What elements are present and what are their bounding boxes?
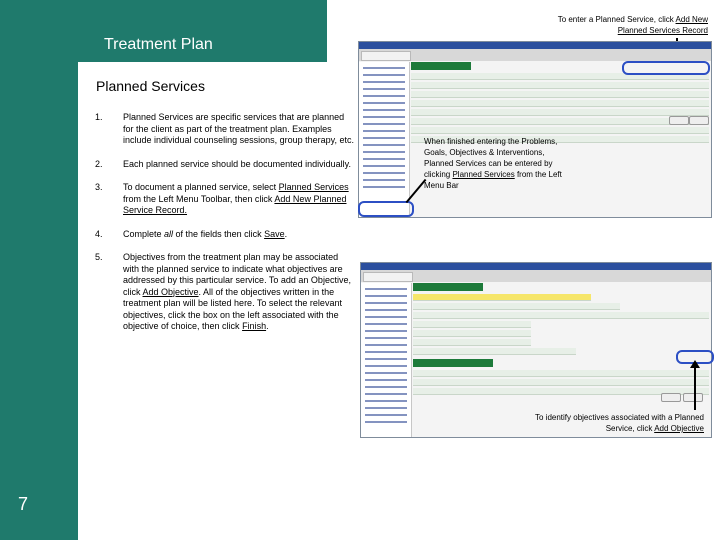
step-text-part: from the Left Menu Toolbar, then click: [123, 193, 275, 204]
step-text: Each planned service should be documented individually.: [123, 158, 351, 169]
save-link[interactable]: Save: [264, 228, 285, 239]
app-logo: [363, 272, 413, 282]
slide-title: Treatment Plan: [104, 36, 213, 53]
callout-text: To identify objectives associated with a Planned Service, click: [535, 413, 704, 433]
highlight-add-record: [622, 61, 710, 75]
step-1: [95, 112, 355, 147]
step-text-part: .: [284, 228, 288, 239]
step-number: 2.: [95, 158, 103, 169]
step-text-part: Complete: [123, 228, 165, 239]
highlight-planned-services-menu: [358, 201, 414, 217]
step-number: 1.: [95, 112, 103, 122]
step-text: [123, 229, 355, 241]
callout-bottom: [532, 412, 704, 434]
page-number: 7: [18, 494, 29, 514]
callout-text: When finished entering the Problems, Goals, Objectives & Interventions, Planned Services can be entered by clicking: [424, 137, 558, 179]
step-3: [95, 182, 355, 217]
step-number: 3.: [95, 182, 103, 192]
section-title: Planned Services: [96, 78, 205, 94]
app-logo: [361, 51, 411, 61]
planned-services-menu-link[interactable]: Planned Services: [452, 170, 515, 179]
step-5: [95, 252, 355, 333]
back-button[interactable]: [689, 116, 709, 125]
step-2: [95, 159, 355, 171]
step-text: [123, 252, 355, 333]
step-text-part: . All of the objectives written in the treatment plan will be listed here. To select the relevant objectives, click the box on the left associated with the objective of choice, then click: [123, 286, 342, 331]
step-number: 4.: [95, 228, 103, 239]
add-objective-link[interactable]: Add Objective: [142, 286, 199, 297]
step-emphasis: all: [164, 228, 174, 239]
steps-list: [95, 112, 355, 345]
save-button[interactable]: [661, 393, 681, 402]
add-objective-link[interactable]: Add Objective: [654, 424, 704, 433]
callout-top: [538, 14, 708, 36]
window-titlebar: [359, 42, 711, 49]
callout-middle: [424, 136, 576, 191]
window-titlebar: [361, 263, 711, 270]
app-toolbar: [359, 49, 711, 61]
step-text-part: Objectives from the treatment plan may be associated with the planned service to indicate what objectives are addressed by this particular service. To add an Objective, click: [123, 252, 351, 297]
arrow-bottom: [694, 364, 696, 410]
step-text-part: .: [266, 321, 269, 331]
callout-text: from the Left Menu Bar: [424, 170, 562, 190]
add-planned-service-link[interactable]: Add New Planned Service Record.: [123, 193, 347, 215]
step-text: Planned Services are specific services that are planned for the client as part of the treatment plan. Examples include individual counseling sessions, group therapy, etc.: [123, 112, 354, 145]
planned-services-link[interactable]: Planned Services: [278, 182, 349, 192]
step-number: 5.: [95, 252, 103, 262]
left-menu: [361, 283, 412, 437]
callout-text: To enter a Planned Service, click: [557, 15, 676, 24]
app-toolbar: [361, 270, 711, 282]
sidebar-band: [0, 0, 78, 540]
step-text-part: of the fields then click: [173, 228, 265, 239]
step-4: [95, 229, 355, 241]
cancel-button[interactable]: [683, 393, 703, 402]
menu-button[interactable]: [669, 116, 689, 125]
arrow-head: [690, 360, 700, 368]
step-text: [123, 182, 355, 217]
add-new-planned-services-link[interactable]: Add New Planned Services Record: [617, 15, 708, 35]
step-text-part: To document a planned service, select: [123, 182, 279, 192]
finish-link[interactable]: Finish: [242, 321, 267, 331]
left-menu: [359, 62, 410, 217]
